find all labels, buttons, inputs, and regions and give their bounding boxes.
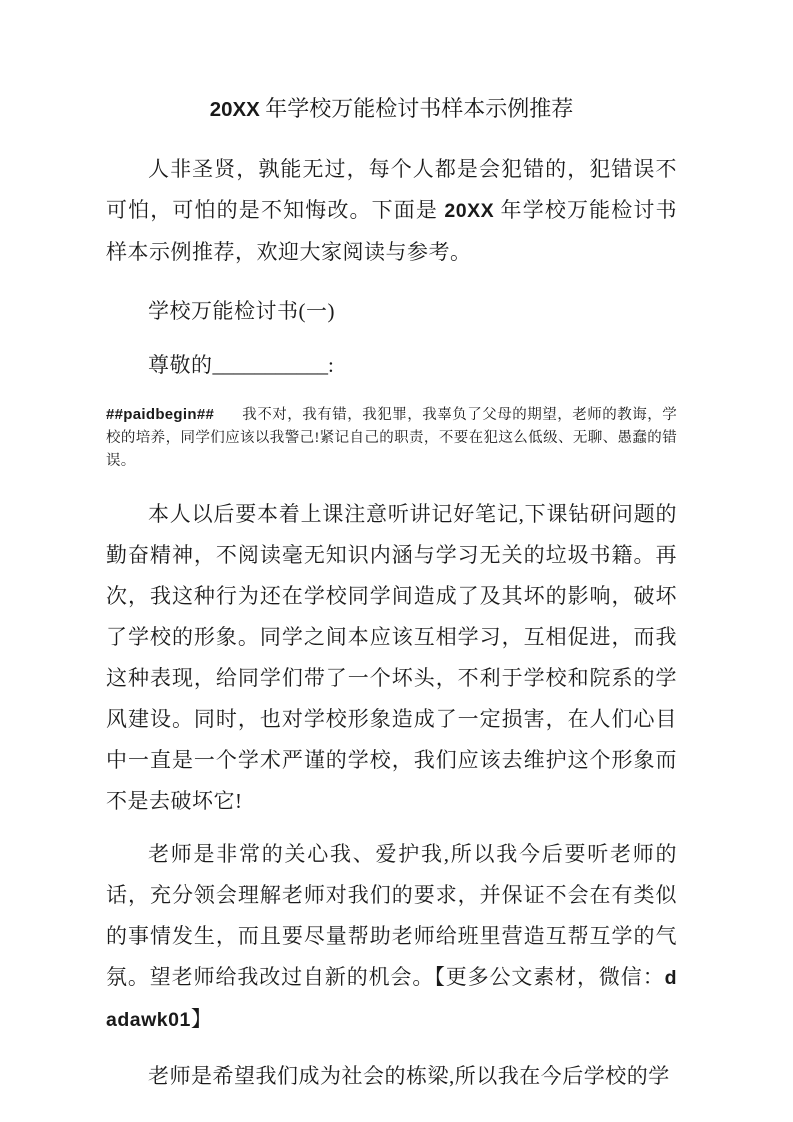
body-paragraph-2-text: 老师是非常的关心我、爱护我,所以我今后要听老师的话，充分领会理解老师对我们的要求，并保证不会在有类似的事情发生，而且要尽量帮助老师给班里营造互帮互学的气氛。望老师给我改过自新的机会。【更多公文素材，微信： (106, 842, 677, 989)
title-year: 20XX (209, 98, 260, 121)
intro-year: 20XX (444, 200, 495, 222)
paid-note-text: 我不对，我有错，我犯罪，我辜负了父母的期望，老师的教诲，学校的培养，同学们应该以我警己!紧记自己的职责，不要在犯这么低级、无聊、愚蠢的错误。 (106, 407, 677, 469)
section-heading: 学校万能检讨书(一) (148, 299, 335, 323)
intro-paragraph (106, 149, 677, 273)
body-paragraph-2-close: 】 (190, 1007, 213, 1031)
body-paragraph-1: 本人以后要本着上课注意听讲记好笔记,下课钻研问题的勤奋精神，不阅读毫无知识内涵与学习无关的垃圾书籍。再次，我这种行为还在学校同学间造成了及其坏的影响，破坏了学校的形象。同学之间本应该互相学习，互相促进，而我这种表现，给同学们带了一个坏头，不利于学校和院系的学风建设。同时，也对学校形象造成了一定损害，在人们心目中一直是一个学术严谨的学校，我们应该去维护这个形象而不是去破坏它! (106, 502, 677, 813)
title-text: 年学校万能检讨书样本示例推荐 (259, 96, 574, 121)
body-paragraph-3: 老师是希望我们成为社会的栋梁,所以我在今后学校的学 (148, 1064, 670, 1088)
salutation-blank: ___________ (212, 353, 328, 377)
body-paragraph-2 (106, 834, 677, 1041)
paid-note-paragraph (106, 403, 677, 473)
wechat-id: d adawk01 (106, 967, 677, 1031)
intro-text-pre: 人非圣贤，孰能无过，每个人都是会犯错的，犯错误不可怕，可怕的是不知悔改。下面是 (106, 157, 677, 222)
salutation-prefix: 尊敬的 (148, 353, 213, 377)
salutation-colon: : (328, 353, 335, 377)
intro-text-post: 年学校万能检讨书样本示例推荐，欢迎大家阅读与参考。 (106, 198, 678, 264)
salutation-line (106, 345, 677, 386)
paid-begin-tag: ##paidbegin## (106, 406, 215, 423)
page-title (106, 92, 677, 127)
